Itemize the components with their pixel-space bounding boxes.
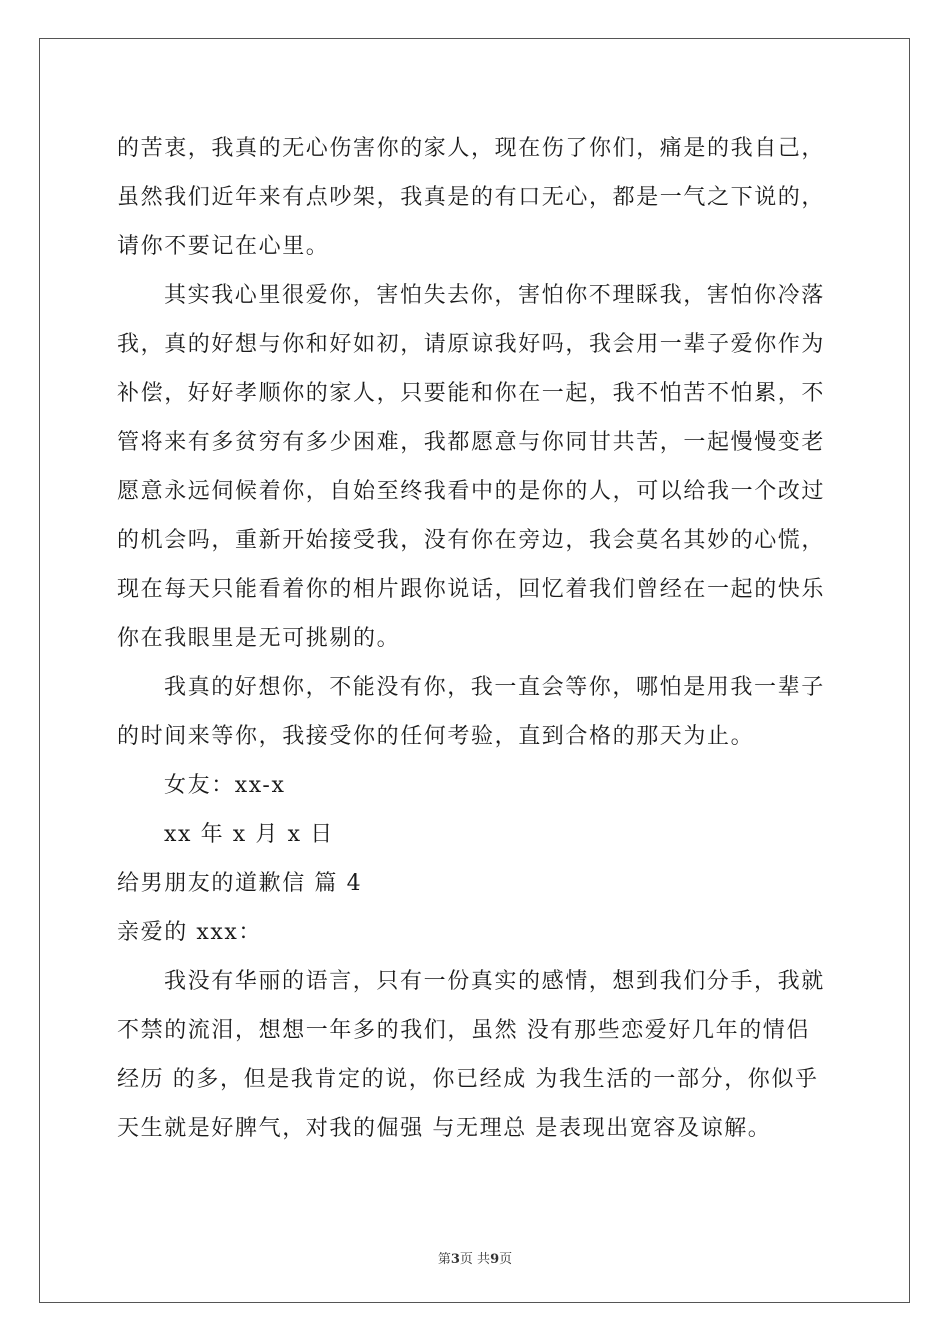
text-line: 现在每天只能看着你的相片跟你说话，回忆着我们曾经在一起的快乐: [117, 577, 826, 602]
footer-page-total: 9: [490, 1252, 500, 1267]
text-line: 我，真的好想与你和好如初，请原谅我好吗，我会用一辈子爱你作为: [117, 332, 826, 357]
date-line: xx 年 x 月 x 日: [164, 822, 334, 847]
text-line: 的机会吗，重新开始接受我，没有你在旁边，我会莫名其妙的心慌，: [117, 528, 826, 553]
text-line: 天生就是好脾气，对我的倔强 与无理总 是表现出宽容及谅解。: [117, 1116, 772, 1141]
paragraph-start-line: 我没有华丽的语言，只有一份真实的感情，想到我们分手，我就: [164, 969, 825, 994]
text-line: 管将来有多贫穷有多少困难，我都愿意与你同甘共苦，一起慢慢变老: [117, 430, 826, 455]
footer-page-suffix: 页: [499, 1252, 513, 1267]
text-line: 补偿，好好孝顺你的家人，只要能和你在一起，我不怕苦不怕累，不: [117, 381, 826, 406]
text-line: 愿意永远伺候着你，自始至终我看中的是你的人，可以给我一个改过: [117, 479, 826, 504]
text-line: 不禁的流泪，想想一年多的我们，虽然 没有那些恋爱好几年的情侣: [117, 1018, 810, 1043]
text-line: 虽然我们近年来有点吵架，我真是的有口无心，都是一气之下说的，: [117, 185, 826, 210]
text-line: 的苦衷，我真的无心伤害你的家人，现在伤了你们，痛是的我自己，: [117, 136, 826, 161]
footer-page-prefix: 第: [437, 1252, 451, 1267]
document-body: [117, 124, 837, 1153]
text-line: 请你不要记在心里。: [117, 234, 330, 259]
footer-page-mid: 页 共: [459, 1252, 491, 1267]
paragraph-start-line: 我真的好想你，不能没有你，我一直会等你，哪怕是用我一辈子: [164, 675, 825, 700]
text-line: 经历 的多，但是我肯定的说，你已经成 为我生活的一部分，你似乎: [117, 1067, 819, 1092]
page-footer: [0, 1248, 950, 1267]
text-line: 你在我眼里是无可挑剔的。: [117, 626, 401, 651]
footer-page-current: 3: [450, 1252, 460, 1267]
text-line: 的时间来等你，我接受你的任何考验，直到合格的那天为止。: [117, 724, 755, 749]
section-heading: 给男朋友的道歉信 篇 4: [117, 871, 363, 896]
paragraph-start-line: 其实我心里很爱你，害怕失去你，害怕你不理睬我，害怕你冷落: [164, 283, 825, 308]
salutation-line: 亲爱的 xxx：: [117, 920, 263, 945]
signature-line: 女友：xx-x: [164, 773, 286, 798]
